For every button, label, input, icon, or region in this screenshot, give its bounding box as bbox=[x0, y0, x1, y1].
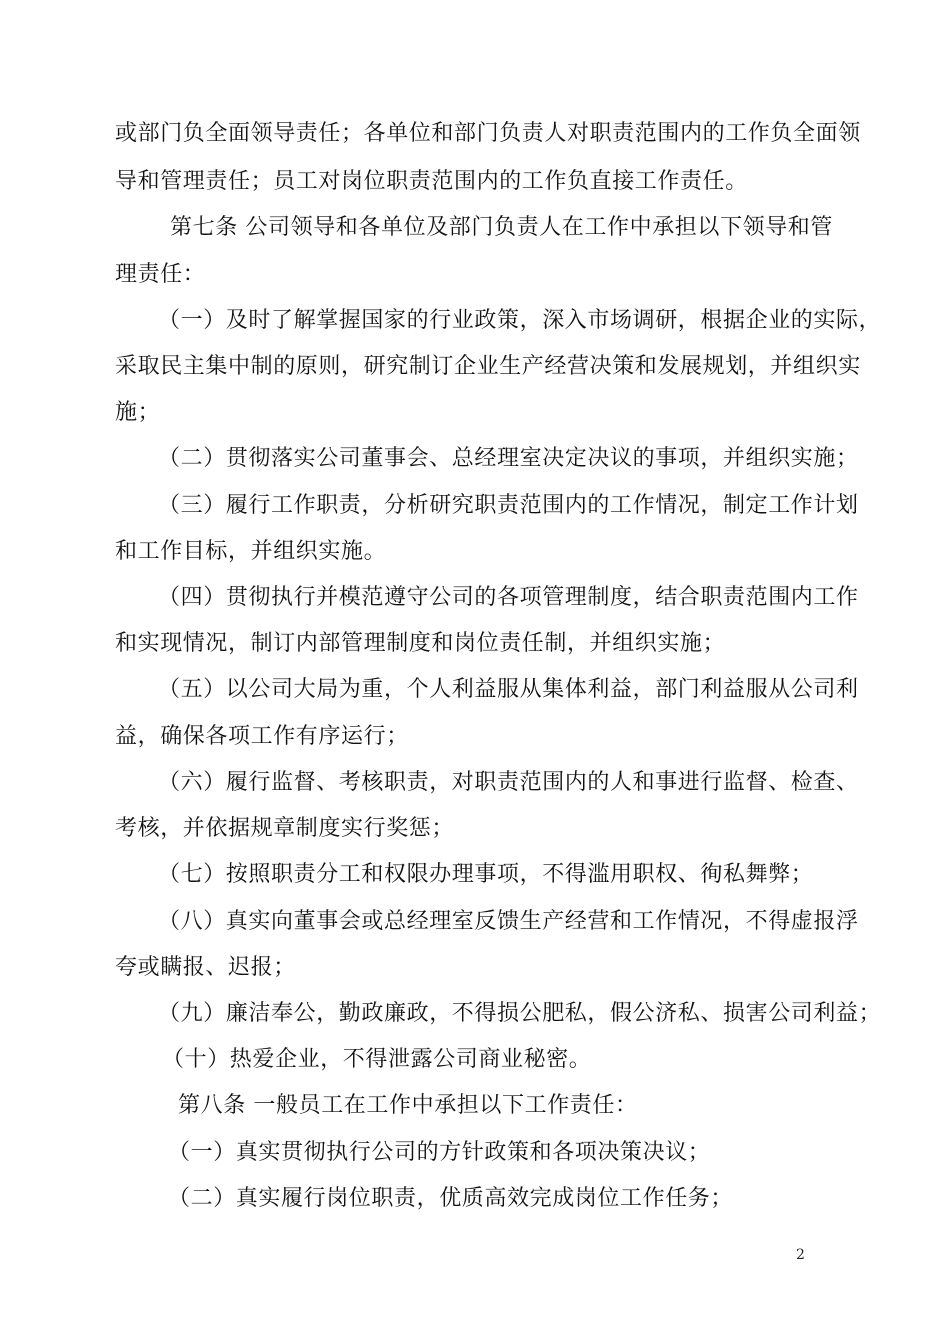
list-item: （一）及时了解掌握国家的行业政策，深入市场调研，根据企业的实际， bbox=[158, 308, 882, 333]
article-heading: 第七条 公司领导和各单位及部门负责人在工作中承担以下领导和管 bbox=[170, 215, 833, 240]
list-item: （五）以公司大局为重，个人利益服从集体利益，部门利益服从公司利 bbox=[158, 677, 859, 702]
list-item: （七）按照职责分工和权限办理事项，不得滥用职权、徇私舞弊； bbox=[158, 862, 814, 887]
list-item: （三）履行工作职责，分析研究职责范围内的工作情况，制定工作计划 bbox=[158, 493, 859, 518]
list-item: （十）热爱企业，不得泄露公司商业秘密。 bbox=[162, 1047, 592, 1072]
text-line: 导和管理责任；员工对岗位职责范围内的工作负直接工作责任。 bbox=[115, 169, 748, 194]
text-line: 益，确保各项工作有序运行； bbox=[115, 724, 409, 749]
list-item: （九）廉洁奉公，勤政廉政，不得损公肥私，假公济私、损害公司利益； bbox=[158, 1001, 882, 1026]
list-item: （六）履行监督、考核职责，对职责范围内的人和事进行监督、检查、 bbox=[158, 770, 859, 795]
text-line: 理责任： bbox=[115, 262, 206, 287]
text-line: 施； bbox=[115, 400, 161, 425]
list-item: （二）贯彻落实公司董事会、总经理室决定决议的事项，并组织实施； bbox=[158, 446, 859, 471]
list-item: （二）真实履行岗位职责，优质高效完成岗位工作任务； bbox=[168, 1186, 734, 1211]
article-heading: 第八条 一般员工在工作中承担以下工作责任： bbox=[178, 1093, 638, 1118]
text-line: 和工作目标，并组织实施。 bbox=[115, 539, 387, 564]
text-line: 考核，并依据规章制度实行奖惩； bbox=[115, 816, 455, 841]
text-line: 或部门负全面领导责任；各单位和部门负责人对职责范围内的工作负全面领 bbox=[115, 121, 861, 146]
text-line: 和实现情况，制订内部管理制度和岗位责任制，并组织实施； bbox=[115, 631, 726, 656]
list-item: （一）真实贯彻执行公司的方针政策和各项决策决议； bbox=[168, 1140, 711, 1165]
list-item: （四）贯彻执行并模范遵守公司的各项管理制度，结合职责范围内工作 bbox=[158, 585, 859, 610]
list-item: （八）真实向董事会或总经理室反馈生产经营和工作情况，不得虚报浮 bbox=[158, 909, 859, 934]
text-line: 采取民主集中制的原则，研究制订企业生产经营决策和发展规划，并组织实 bbox=[115, 354, 861, 379]
page-number: 2 bbox=[796, 1247, 805, 1263]
text-line: 夸或瞒报、迟报； bbox=[115, 955, 296, 980]
